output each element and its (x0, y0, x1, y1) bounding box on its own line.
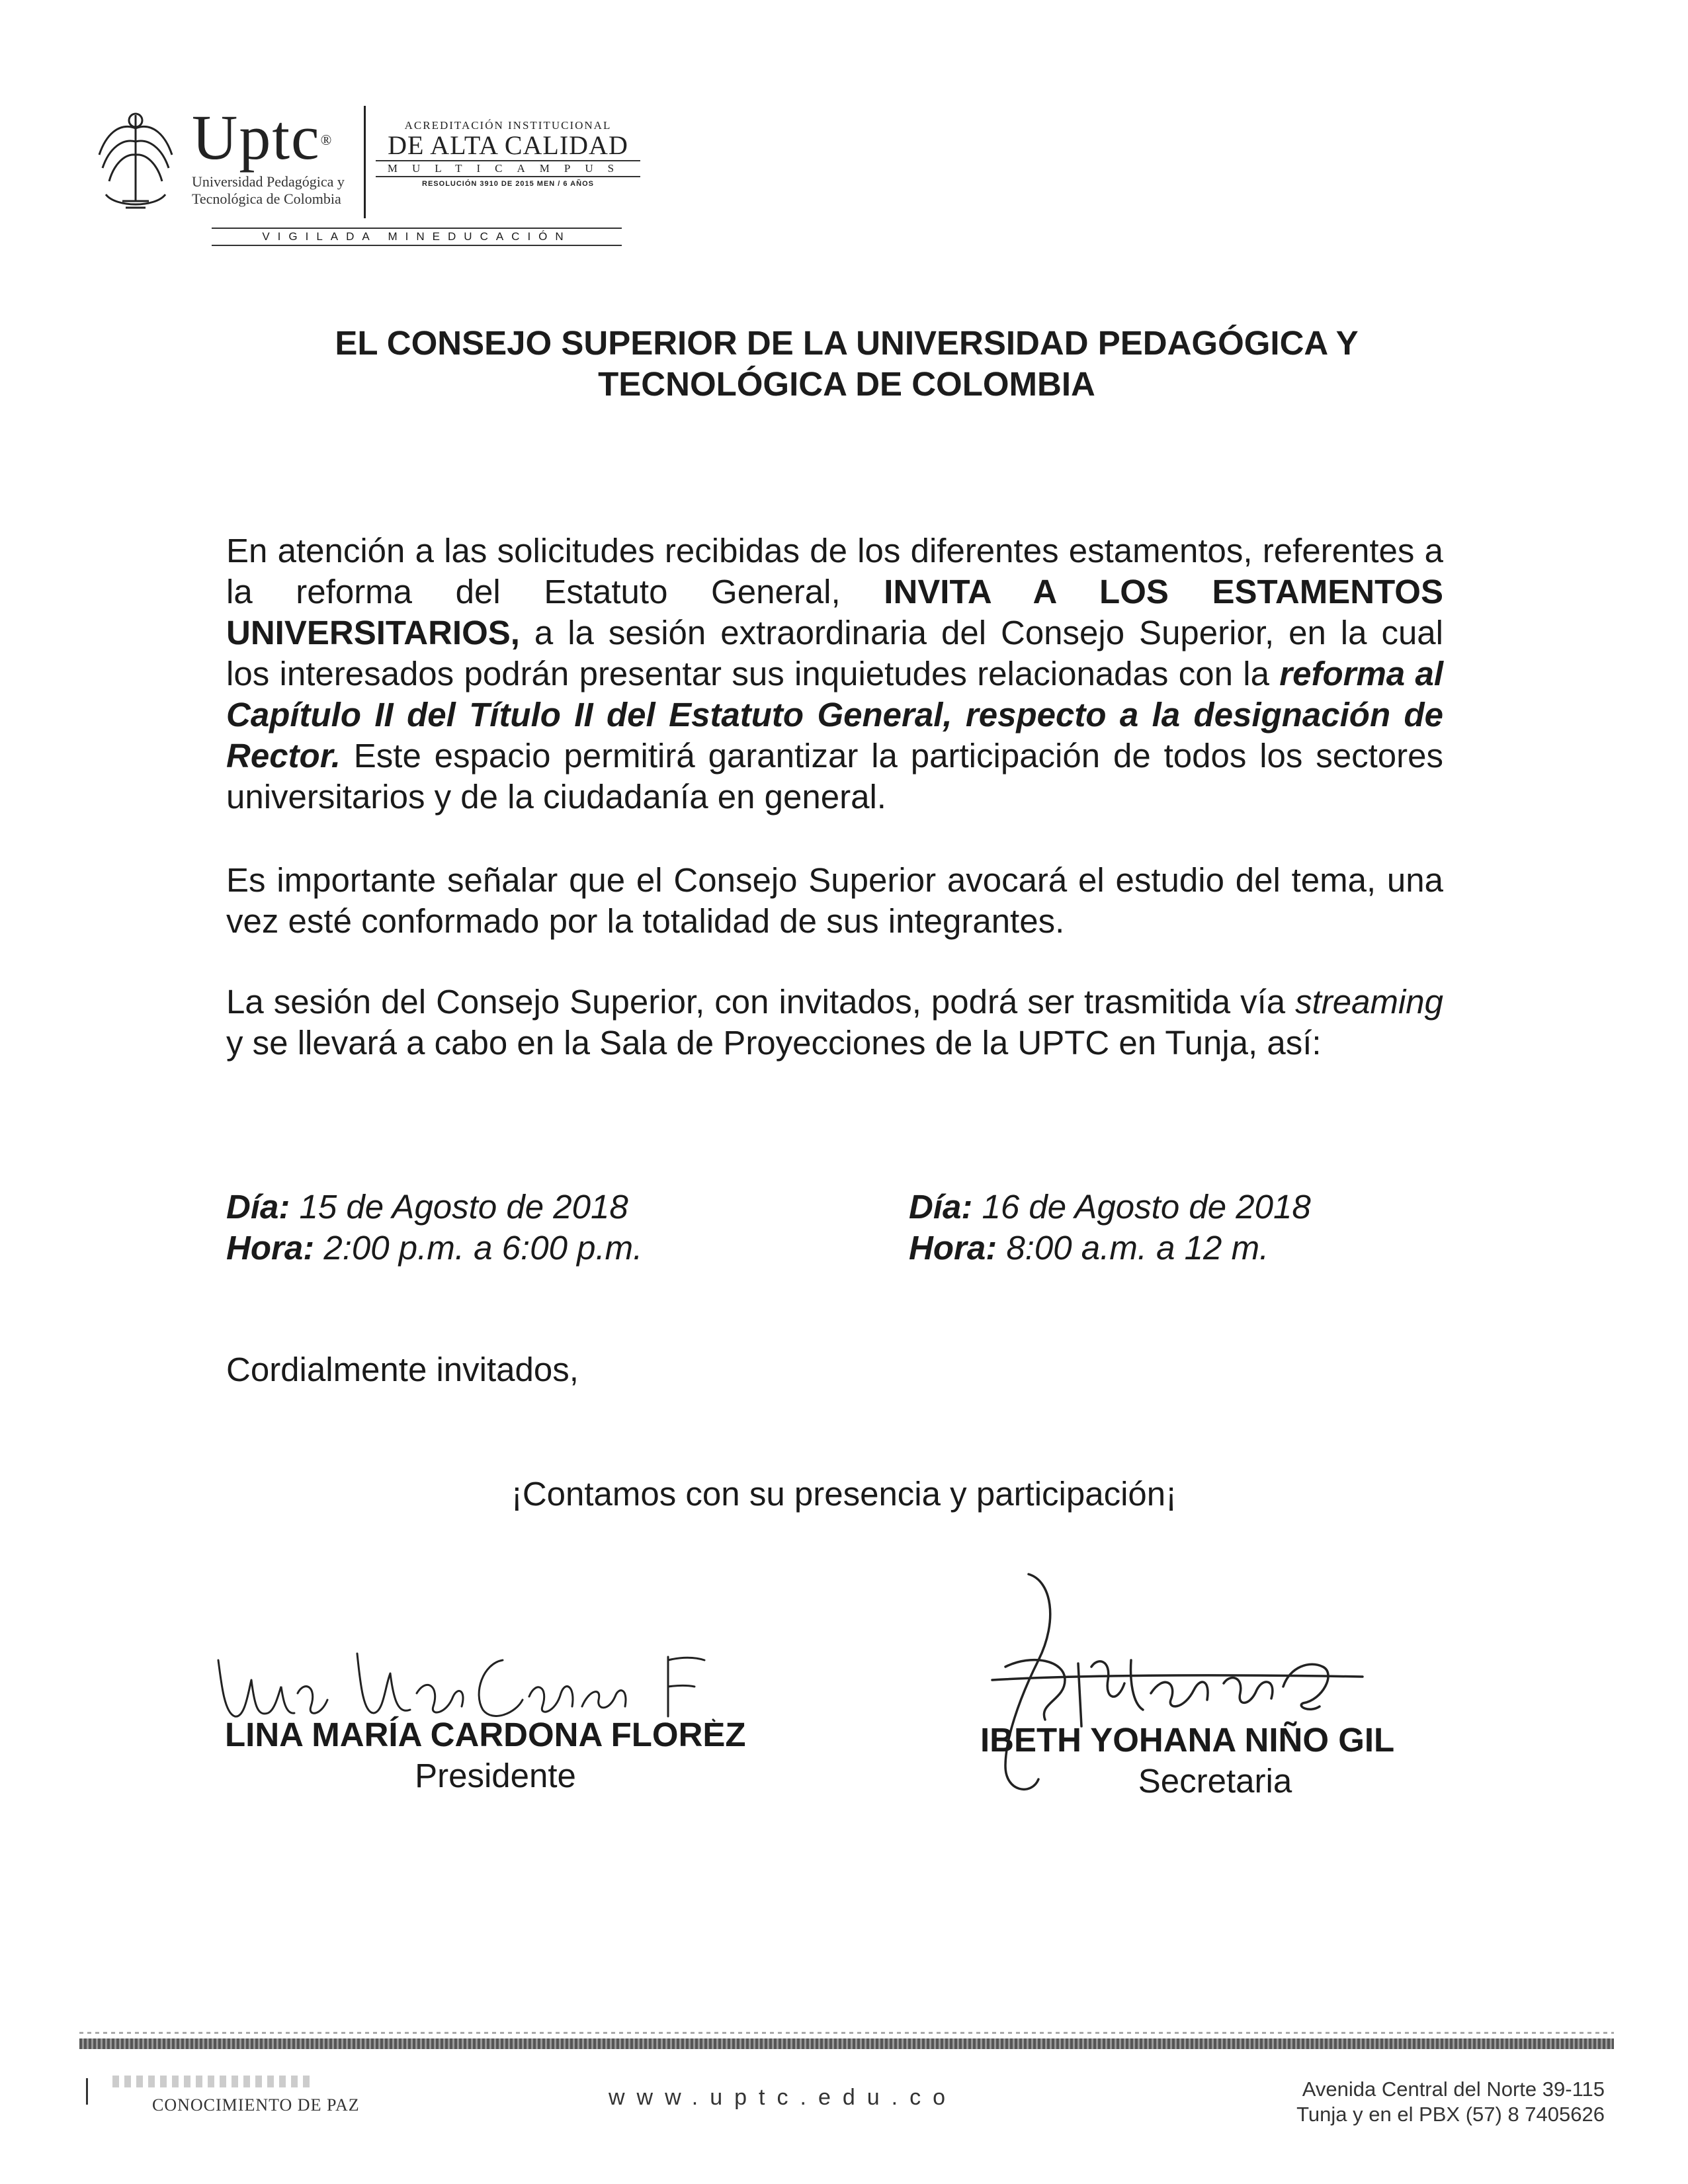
uptc-logo: Uptc® (192, 102, 333, 173)
president-name: LINA MARÍA CARDONA FLOREZ (225, 1716, 746, 1753)
schedule-day-1: Día: 15 de Agosto de 2018 Hora: 2:00 p.m. a 6:00 p.m. (226, 1188, 643, 1267)
schedule-day-2: Día: 16 de Agosto de 2018 Hora: 8:00 a.m. a 12 m. (909, 1188, 1311, 1267)
vigilada-banner: VIGILADA MINEDUCACIÓN (212, 228, 622, 246)
university-name: Universidad Pedagógica y Tecnológica de Colombia (192, 173, 345, 207)
header-divider (364, 106, 366, 218)
presence-line: ¡Contamos con su presencia y participación¡ (511, 1475, 1177, 1513)
letterhead (93, 93, 688, 251)
footer-slogan: CONOCIMIENTO DE PAZ (86, 2074, 456, 2121)
university-crest-icon (93, 102, 179, 221)
secretary-role: Secretaria (1138, 1762, 1292, 1800)
footer-rule (79, 2038, 1614, 2049)
secretary-name: IBETH YOHANA NIÑO GIL (980, 1721, 1395, 1759)
website-link[interactable]: www.uptc.edu.co (609, 2085, 958, 2110)
footer-address: Avenida Central del Norte 39-115 Tunja y en el PBX (57) 8 7405626 (1296, 2078, 1605, 2126)
president-role: Presidente (415, 1757, 576, 1794)
notice-paragraph: Es importante señalar que el Consejo Superior avocará el estudio del tema, una vez esté conformado por la totalidad de sus integrantes. (226, 861, 1443, 940)
accreditation-block: ACREDITACIÓN INSTITUCIONAL DE ALTA CALIDAD MULTICAMPUS RESOLUCIÓN 3910 DE 2015 MEN / 6 AÑOS (376, 119, 640, 188)
session-paragraph: La sesión del Consejo Superior, con invitados, podrá ser trasmitida vía streaming y se llevará a cabo en la Sala de Proyecciones de la UPTC en Tunja, así: (226, 983, 1443, 1062)
closing-line: Cordialmente invitados, (226, 1351, 579, 1388)
invitation-paragraph: En atención a las solicitudes recibidas de los diferentes estamentos, referentes a la reforma del Estatuto General, INVITA A LOS ESTAMENTOS UNIVERSITARIOS, a la sesión extraordinaria del Consejo Superior, en la cual los interesados podrán presentar sus inquietudes relacionadas con la reforma al Capítulo II del Título II del Estatuto General, respecto a la designación de Rector. Este espacio permitirá garantizar la participación de todos los sectores universitarios y de la ciudadanía en general. (226, 532, 1443, 816)
document-title: EL CONSEJO SUPERIOR DE LA UNIVERSIDAD PEDAGÓGICA Y TECNOLÓGICA DE COLOMBIA (335, 324, 1359, 403)
